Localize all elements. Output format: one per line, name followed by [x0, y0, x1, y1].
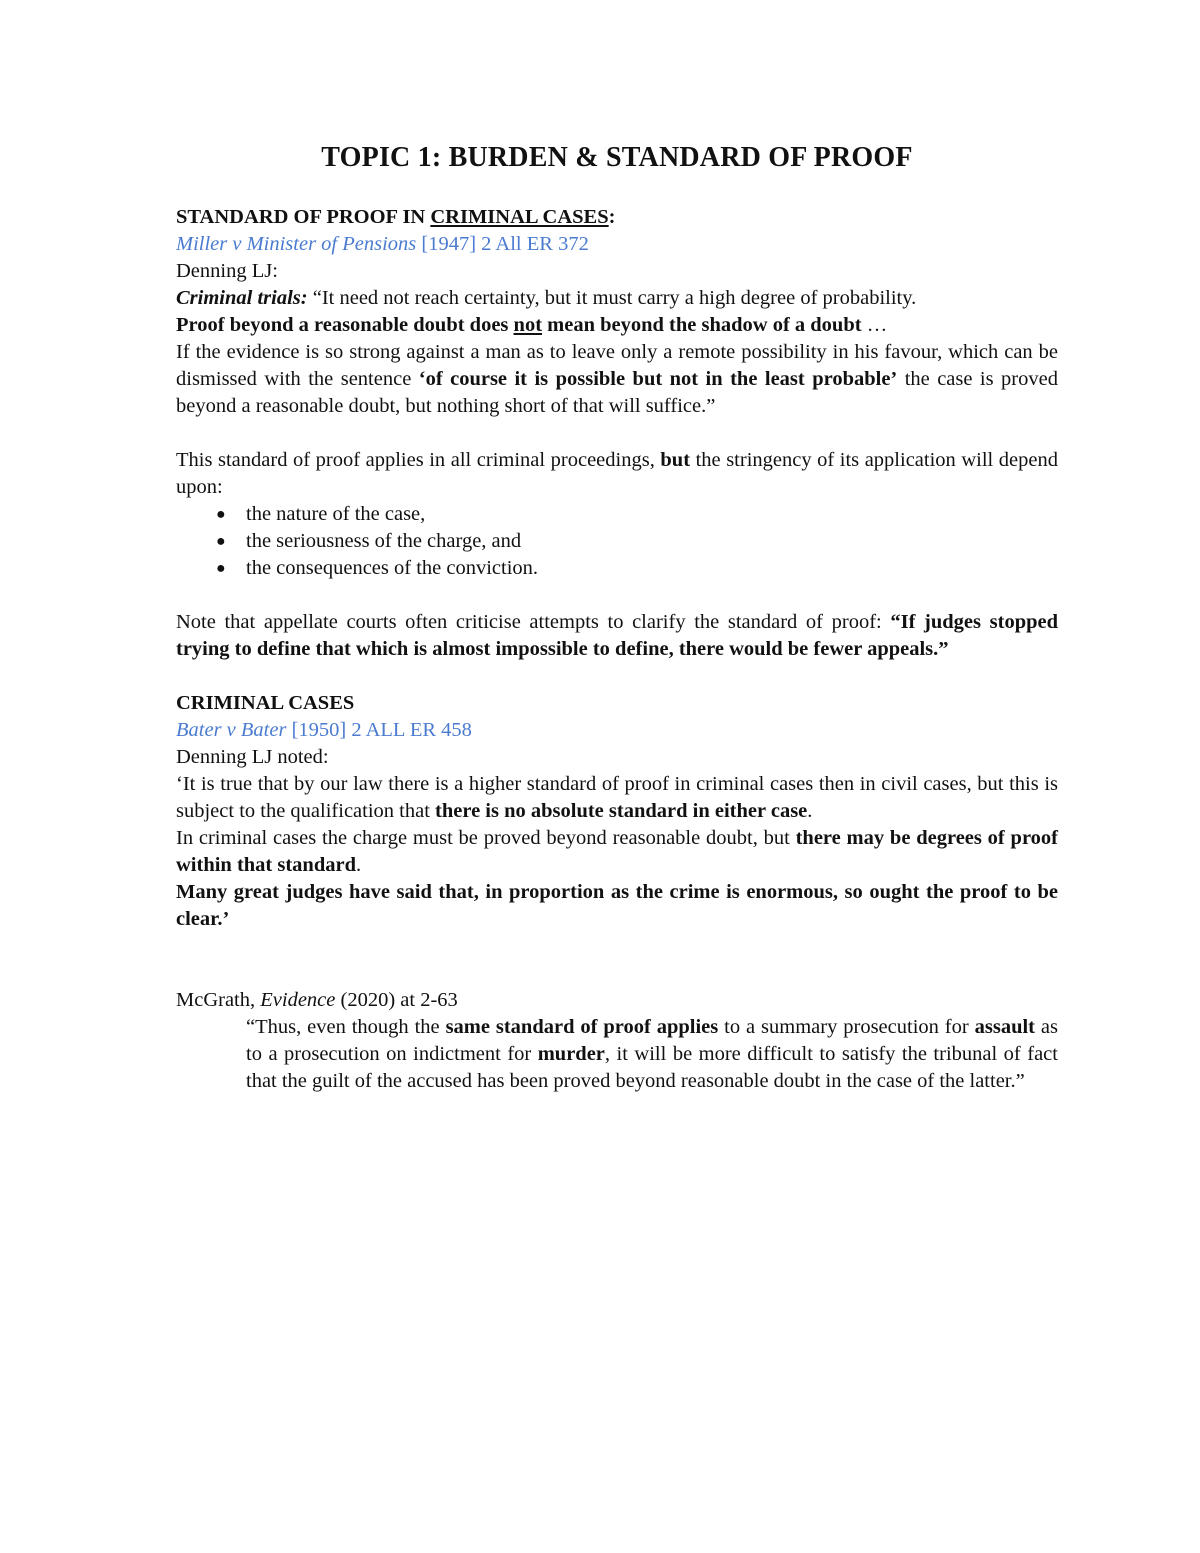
- case-citation-bater: [176, 717, 1058, 744]
- section-heading-standard-of-proof: [176, 204, 1058, 231]
- list-item: [216, 528, 1058, 555]
- paragraph-text: Note that appellate courts often criticise attempts to clarify the standard of proof:: [176, 611, 891, 633]
- list-item-text: the nature of the case,: [246, 503, 426, 525]
- list-item: [216, 501, 1058, 528]
- spacer: [176, 663, 1058, 690]
- judge-name: Denning LJ:: [176, 260, 278, 282]
- list-item-text: the consequences of the conviction.: [246, 557, 539, 579]
- quote-text: , it will be more difficult to satisfy the tribunal of fact that the guilt of the accused has been proved beyond reasonable doubt in the case of the latter.”: [246, 1043, 1058, 1092]
- case-reference: [1947] 2 All ER 372: [416, 233, 589, 255]
- section-heading-criminal-cases: CRIMINAL CASES: [176, 692, 355, 714]
- paragraph-standard-applies: [176, 447, 1058, 501]
- bold-quote: “If judges stopped trying to define that which is almost impossible to define, there would be fewer appeals.”: [176, 611, 1058, 660]
- block-quote-mcgrath: [176, 1014, 1058, 1095]
- bullet-icon: ●: [216, 506, 226, 523]
- quote-text: .: [807, 800, 813, 822]
- bold-text: assault: [974, 1016, 1035, 1038]
- heading-suffix: :: [608, 206, 616, 228]
- case-name: Bater v Bater: [176, 719, 287, 741]
- quote-line-beyond-reasonable-doubt: [176, 312, 1058, 339]
- quote-text: If the evidence is so strong against a man as to leave only a remote possibility in his favour, which can be dismissed with the sentence: [176, 341, 1058, 390]
- bullet-icon: ●: [216, 560, 226, 577]
- list-item-text: the seriousness of the charge, and: [246, 530, 522, 552]
- quote-paragraph-evidence: [176, 339, 1058, 420]
- bold-text: Proof beyond a reasonable doubt does: [176, 314, 514, 336]
- bold-quote: ‘of course it is possible but not in the least probable’: [418, 368, 898, 390]
- quote-text: “It need not reach certainty, but it must carry a high degree of probability.: [307, 287, 917, 309]
- bold-text: murder: [537, 1043, 605, 1065]
- book-citation-mcgrath: [176, 987, 1058, 1014]
- bold-text: mean beyond the shadow of a doubt: [542, 314, 862, 336]
- case-reference: [1950] 2 ALL ER 458: [286, 719, 472, 741]
- paragraph-text: the stringency of its application will depend upon:: [176, 449, 1058, 498]
- book-reference: (2020) at 2-63: [335, 989, 458, 1011]
- bold-text: same standard of proof applies: [445, 1016, 719, 1038]
- quote-paragraph-higher-standard: [176, 771, 1058, 825]
- document-page: [176, 138, 1058, 1095]
- quote-text: the case is proved beyond a reasonable doubt, but nothing short of that will suffice.”: [176, 368, 1058, 417]
- judge-name: Denning LJ noted:: [176, 746, 329, 768]
- quote-text: as to a prosecution on indictment for: [246, 1016, 1058, 1065]
- quote-paragraph-degrees-of-proof: [176, 825, 1058, 879]
- author-name: McGrath,: [176, 989, 261, 1011]
- spacer: [176, 933, 1058, 987]
- quote-text: “Thus, even though the: [246, 1016, 446, 1038]
- quote-text: .: [356, 854, 362, 876]
- quote-text: ‘It is true that by our law there is a higher standard of proof in criminal cases then in civil cases, but this is subject to the qualification that: [176, 773, 1058, 822]
- case-name: Miller v Minister of Pensions: [176, 233, 417, 255]
- case-citation-miller: [176, 231, 1058, 258]
- quote-paragraph-great-judges: Many great judges have said that, in proportion as the crime is enormous, so ought the proof to be clear.’: [176, 881, 1058, 930]
- bullet-list: [176, 501, 1058, 582]
- bold-text: but: [660, 449, 691, 471]
- heading-underlined-text: CRIMINAL CASES: [430, 206, 609, 228]
- paragraph-appellate-note: [176, 609, 1058, 663]
- paragraph-text: This standard of proof applies in all criminal proceedings,: [176, 449, 661, 471]
- page-title: TOPIC 1: BURDEN & STANDARD OF PROOF: [321, 142, 913, 173]
- quote-label: Criminal trials:: [176, 287, 308, 309]
- bold-text: there may be degrees of proof within that standard: [176, 827, 1058, 876]
- heading-text: STANDARD OF PROOF IN: [176, 206, 431, 228]
- bold-text: there is no absolute standard in either case: [435, 800, 808, 822]
- spacer: [176, 582, 1058, 609]
- quote-text: to a summary prosecution for: [718, 1016, 975, 1038]
- bullet-icon: ●: [216, 533, 226, 550]
- spacer: [176, 420, 1058, 447]
- list-item: [216, 555, 1058, 582]
- quote-line-criminal-trials: [176, 285, 1058, 312]
- underlined-not: not: [513, 314, 543, 336]
- ellipsis: …: [861, 314, 888, 336]
- quote-text: In criminal cases the charge must be proved beyond reasonable doubt, but: [176, 827, 796, 849]
- book-title: Evidence: [260, 989, 336, 1011]
